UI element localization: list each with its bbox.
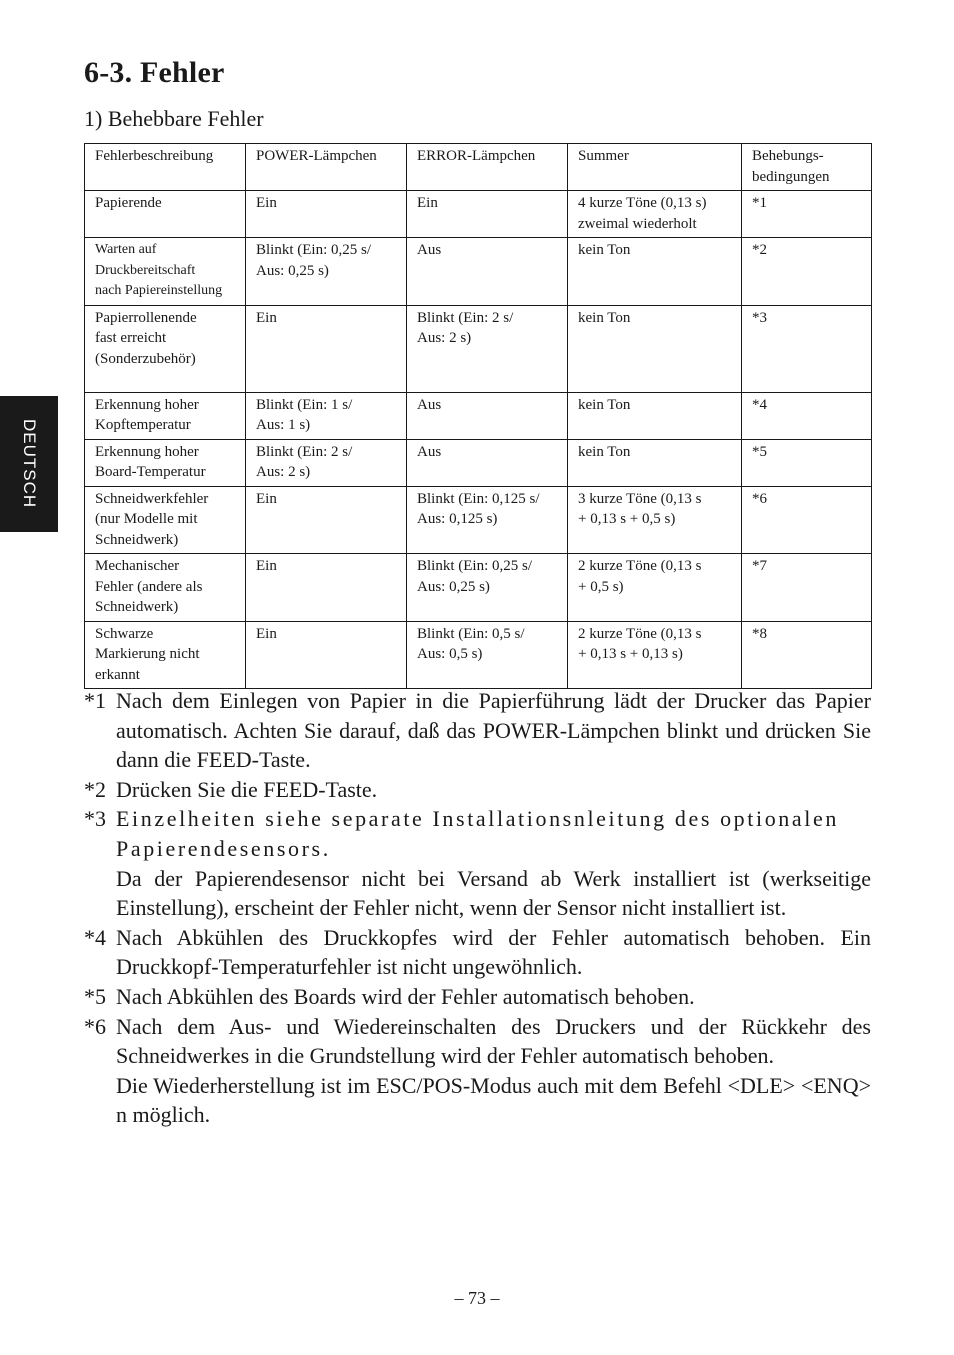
table-cell: kein Ton [568, 392, 742, 439]
header-cell: Summer [568, 144, 742, 191]
header-cell: ERROR-Lämpchen [407, 144, 568, 191]
table-cell: Aus [407, 392, 568, 439]
table-cell: Aus [407, 439, 568, 486]
table-row [85, 621, 872, 689]
footnote-mark: *3 [84, 806, 106, 832]
table-header-row [85, 144, 872, 191]
page-number: – 73 – [454, 1288, 500, 1308]
header-cell: Behebungs- bedingungen [742, 144, 872, 191]
footnote [84, 1012, 871, 1130]
table-cell: Ein [407, 191, 568, 238]
table-cell: Schwarze Markierung nicht erkannt [85, 621, 246, 689]
table-cell: 2 kurze Töne (0,13 s + 0,5 s) [568, 554, 742, 622]
footnote-text: Nach dem Aus- und Wiedereinschalten des Druckers und der Rückkehr des Schneidwerkes in die Grundstellung wird der Fehler automatisch behoben. [116, 1013, 871, 1069]
language-tab-label: DEUTSCH [20, 419, 39, 509]
table-cell: Papierrollenende fast erreicht (Sonderzubehör) [85, 305, 246, 392]
error-table [84, 143, 872, 689]
footnote [84, 804, 871, 922]
table-cell: Mechanischer Fehler (andere als Schneidwerk) [85, 554, 246, 622]
footnote [84, 923, 871, 982]
footnote-text: Da der Papierendesensor nicht bei Versand ab Werk installiert ist (werkseitige Einstellung), erscheint der Fehler nicht, wenn der Sensor nicht installiert ist. [116, 865, 871, 921]
table-cell: *5 [742, 439, 872, 486]
table-cell: Ein [246, 621, 407, 689]
table-cell: Erkennung hoher Board-Temperatur [85, 439, 246, 486]
table-cell: Warten auf Druckbereitschaft nach Papiereinstellung [85, 238, 246, 306]
table-cell: Blinkt (Ein: 0,25 s/ Aus: 0,25 s) [407, 554, 568, 622]
table-cell: Blinkt (Ein: 2 s/ Aus: 2 s) [407, 305, 568, 392]
table-cell: Schneidwerkfehler (nur Modelle mit Schneidwerk) [85, 486, 246, 554]
table-cell: Blinkt (Ein: 0,5 s/ Aus: 0,5 s) [407, 621, 568, 689]
table-cell: Blinkt (Ein: 2 s/ Aus: 2 s) [246, 439, 407, 486]
footnote-mark: *2 [84, 776, 106, 802]
footnote-text: Nach Abkühlen des Druckkopfes wird der Fehler automatisch behoben. Ein Druckkopf-Temperaturfehler ist nicht ungewöhnlich. [116, 924, 871, 980]
section-subtitle: 1) Behebbare Fehler [84, 106, 264, 131]
table-cell: *6 [742, 486, 872, 554]
table-row [85, 486, 872, 554]
table-cell: Blinkt (Ein: 0,125 s/ Aus: 0,125 s) [407, 486, 568, 554]
page-title: 6-3. Fehler [84, 56, 225, 89]
table-cell: *1 [742, 191, 872, 238]
header-cell: POWER-Lämpchen [246, 144, 407, 191]
table-cell: Ein [246, 554, 407, 622]
footnote [84, 775, 871, 805]
table-cell: Aus [407, 238, 568, 306]
table-cell: *7 [742, 554, 872, 622]
table-cell: *8 [742, 621, 872, 689]
footnote-text: Drücken Sie die FEED-Taste. [116, 776, 378, 802]
table-cell: *4 [742, 392, 872, 439]
table-row [85, 439, 872, 486]
table-cell: 4 kurze Töne (0,13 s) zweimal wiederholt [568, 191, 742, 238]
table-cell: Blinkt (Ein: 0,25 s/ Aus: 0,25 s) [246, 238, 407, 306]
table-cell: kein Ton [568, 439, 742, 486]
footnote [84, 686, 871, 775]
table-cell: 3 kurze Töne (0,13 s + 0,13 s + 0,5 s) [568, 486, 742, 554]
footnote-mark: *4 [84, 924, 106, 950]
table-cell: Erkennung hoher Kopftemperatur [85, 392, 246, 439]
table-cell: Papierende [85, 191, 246, 238]
footnote-text: Nach Abkühlen des Boards wird der Fehler automatisch behoben. [116, 983, 695, 1009]
footnote-text: Einzelheiten siehe separate Installationsnleitung des optionalen Papierendesensors. [116, 806, 839, 861]
table-cell: kein Ton [568, 305, 742, 392]
footnote [84, 982, 871, 1012]
table-cell: Ein [246, 486, 407, 554]
footnote-mark: *6 [84, 1013, 106, 1039]
table-cell: Blinkt (Ein: 1 s/ Aus: 1 s) [246, 392, 407, 439]
table-cell: *3 [742, 305, 872, 392]
table-row [85, 392, 872, 439]
table-cell: Ein [246, 191, 407, 238]
footnote-mark: *5 [84, 983, 106, 1009]
table-row [85, 238, 872, 306]
table-row [85, 305, 872, 392]
footnote-mark: *1 [84, 688, 106, 713]
footnote-text: Nach dem Einlegen von Papier in die Papierführung lädt der Drucker das Papier automatisch. Achten Sie darauf, daß das POWER-Lämpchen blinkt und drücken Sie dann die FEED-Taste. [116, 688, 871, 773]
table-cell: kein Ton [568, 238, 742, 306]
language-tab [0, 396, 58, 532]
footnotes [84, 686, 871, 1130]
header-cell: Fehlerbeschreibung [85, 144, 246, 191]
table-row [85, 554, 872, 622]
table-cell: *2 [742, 238, 872, 306]
table-cell: Ein [246, 305, 407, 392]
table-cell: 2 kurze Töne (0,13 s + 0,13 s + 0,13 s) [568, 621, 742, 689]
table-row [85, 191, 872, 238]
footnote-text: Die Wiederherstellung ist im ESC/POS-Modus auch mit dem Befehl <DLE> <ENQ> n möglich. [116, 1072, 871, 1128]
